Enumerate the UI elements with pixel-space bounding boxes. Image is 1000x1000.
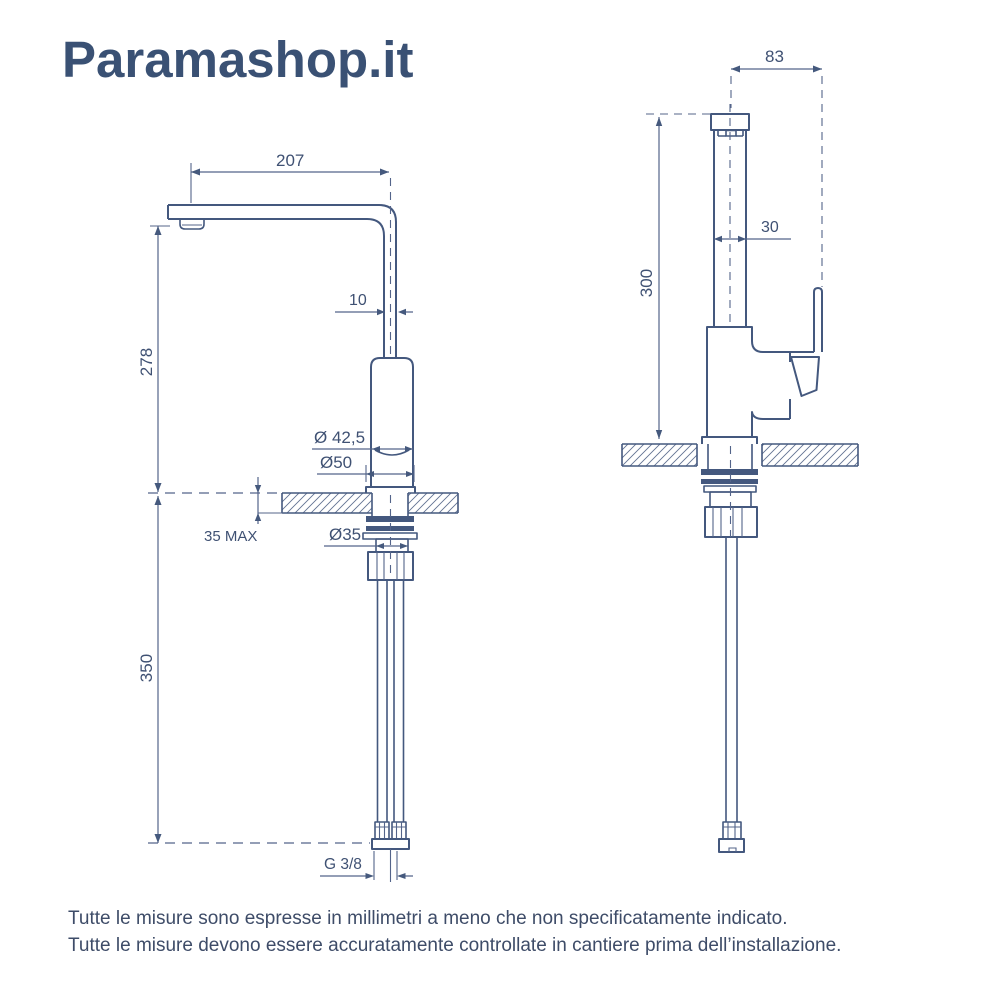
hose-connector (375, 822, 389, 839)
dim-body-diameter: Ø 42,5 (314, 428, 366, 447)
footer-note-2: Tutte le misure devono essere accuratamente controllate in cantiere prima dell’installazione. (68, 935, 842, 956)
body-bottom-arc (375, 450, 409, 455)
rubber-washer (701, 469, 758, 475)
handle-lever (790, 288, 822, 396)
base-flange (366, 487, 415, 493)
mixer-body (371, 358, 413, 488)
dim-base-diameter: Ø50 (320, 453, 353, 472)
dim-height-above-deck: 300 (637, 268, 656, 298)
brand-logo: Paramashop.it (62, 31, 414, 88)
dim-max-deck-thickness: 35 MAX (204, 528, 258, 545)
dim-spout-reach: 207 (276, 151, 305, 170)
dim-depth-to-handle: 83 (765, 47, 784, 66)
countertop-right (622, 444, 858, 466)
side-view (137, 151, 458, 882)
footer-note-1: Tutte le misure sono espresse in millimetri a meno che non specificatamente indicato. (68, 908, 788, 929)
supply-hose-front (719, 537, 744, 852)
hose-connector (723, 822, 741, 839)
hose-connector (392, 822, 406, 839)
dim-column-width: 30 (761, 219, 779, 236)
rubber-washer (701, 479, 758, 484)
dim-shank-diameter: Ø35 (329, 525, 362, 544)
spout-column (714, 130, 746, 327)
hose-end-fitting (372, 839, 409, 849)
footer-notes (68, 905, 841, 959)
dim-tube-width: 10 (349, 292, 367, 309)
supply-hoses (372, 580, 409, 882)
dim-hose-thread: G 3/8 (324, 856, 362, 873)
mounting-stack-right (701, 446, 758, 537)
front-view (622, 47, 858, 852)
hose-end-fitting (719, 839, 744, 852)
base-flange-front (702, 437, 757, 444)
countertop-left (282, 493, 458, 513)
dim-hose-length: 350 (137, 653, 156, 683)
aerator (180, 219, 204, 229)
dim-spout-height: 278 (137, 347, 156, 377)
